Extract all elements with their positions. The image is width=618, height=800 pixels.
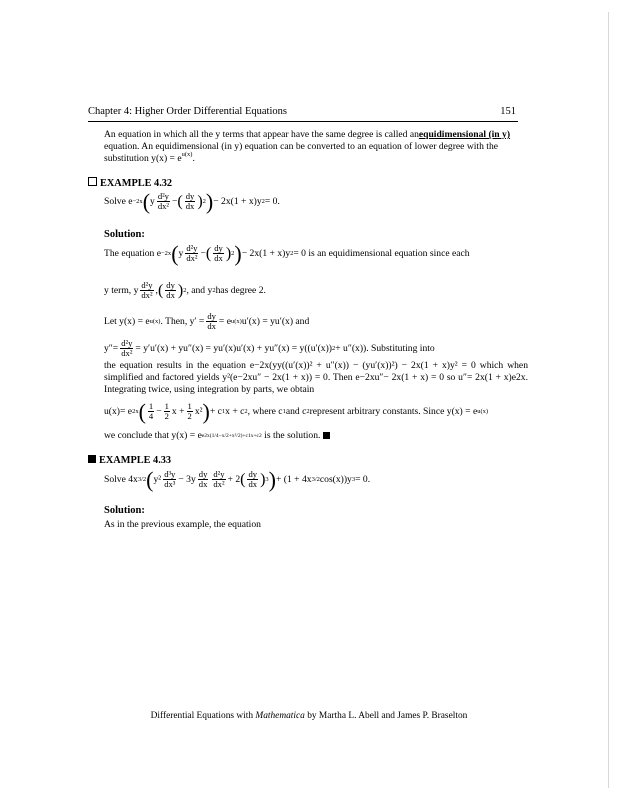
- chapter-title: Chapter 4: Higher Order Differential Equations: [88, 106, 287, 117]
- u-solution-line: u(x)= e 2x ( $\frac{1}{4}$ − $\frac{1}{2}$ x + $\frac{1}{2}$ x² ) + c 1 x + c 2 , where c 1 and c 2 represent arbitrary constants. Since y(x) = e u(x): [104, 398, 489, 424]
- footer-text: Differential Equations with: [150, 711, 256, 721]
- running-header: [88, 106, 516, 117]
- page-edge-line: [608, 12, 609, 788]
- solution-heading-433: Solution:: [104, 505, 145, 516]
- solution-line-1: The equation e −2x ( y $\frac{\text{d²y}}{\text{dx²}}$ − ( $\frac{dy}{dx}$ ) 2 ) − 2x(1 + x)y 2 = 0 is an equidimensional equation since each: [104, 240, 470, 266]
- example-box-icon: [88, 177, 97, 186]
- fraction: $\frac{dy}{dx}$: [248, 469, 258, 489]
- solution-line-3: Let y(x) = e u(x) . Then, y′ = $\frac{dy}{dx}$ = e u(x) u′(x) = yu′(x) and: [104, 311, 310, 331]
- text: . Then, y′ =: [160, 316, 205, 327]
- text: = e: [218, 316, 231, 327]
- example-433-heading: [88, 455, 171, 466]
- defined-term: equidimensional (in y): [418, 129, 511, 140]
- fraction: $\frac{1}{2}$: [164, 401, 169, 421]
- text: and c: [285, 406, 307, 417]
- solve-text: Solve e: [104, 196, 133, 207]
- text: cos(x))y: [319, 474, 352, 485]
- example-433-label: EXAMPLE 4.33: [99, 455, 172, 466]
- text: + (1 + 4x: [275, 474, 312, 485]
- text: is the solution.: [264, 430, 321, 441]
- qed-icon: [323, 432, 330, 439]
- text: − 2x(1 + x)y: [241, 248, 291, 259]
- fraction: $\frac{dy}{dx}$: [185, 191, 195, 211]
- solution-paragraph: the equation results in the equation e−2x(yy((u′(x))² + u″(x)) − (yu′(x))²) − 2x(1 + x)y² = 0 which when simplified and factored yields y²(e−2xu″ − 2x(1 + x)) = 0. Then e−2xu″− 2x(1 + x) = 0 so u″= 2x(1 + x)e2x. Integrating twice, using integration by parts, we obtain: [104, 360, 528, 395]
- page-number: 151: [500, 106, 516, 117]
- conclusion-line: we conclude that y(x) = e e2x(1/4−x/2+x²/2)+c1x+c2 is the solution.: [104, 430, 330, 441]
- text: , where c: [247, 406, 283, 417]
- text: u(x)= e: [104, 406, 133, 417]
- solution-heading: Solution:: [104, 229, 145, 240]
- text: = 0.: [355, 474, 371, 485]
- example-432-heading: [88, 177, 172, 189]
- text: u′(x) = yu′(x) and: [241, 316, 310, 327]
- fraction: $\frac{dy}{dx}$: [198, 469, 208, 489]
- text: y″=: [104, 343, 119, 354]
- fraction: $\frac{\text{d²y}}{\text{dx²}}$: [121, 338, 133, 358]
- page-footer: [0, 711, 618, 721]
- example-433-equation: Solve 4x 3/2 ( y² $\frac{\text{d³y}}{\text{dx³}}$ − 3y $\frac{dy}{dx}$ $\frac{\text{d²y}}{\text{dx²}}$ + 2 ( $\frac{dy}{dx}$ ) 3 ) + (1 + 4x 3/2 cos(x))y 3 = 0.: [104, 466, 371, 492]
- text: has degree 2.: [215, 285, 266, 296]
- fraction: $\frac{\text{d²y}}{\text{dx²}}$: [213, 469, 225, 489]
- text: Solve 4x: [104, 474, 138, 485]
- text: y term, y: [104, 285, 139, 296]
- text: + c: [209, 406, 222, 417]
- header-rule: [88, 121, 518, 122]
- intro-text-2: equation. An equidimensional (in y) equation can be converted to an equation of lower degree with the substitution y(x) = e: [104, 140, 499, 164]
- example-432-equation: Solve e −2x ( y $\frac{\text{d²y}}{\text{dx²}}$ − ( $\frac{dy}{dx}$ ) 2 ) − 2x(1 + x)y 2 = 0.: [104, 188, 280, 214]
- fraction: $\frac{\text{d²y}}{\text{dx²}}$: [141, 280, 153, 300]
- text: + u″(x)). Substituting into: [335, 343, 435, 354]
- fraction: $\frac{dy}{dx}$: [166, 280, 175, 300]
- example-box-filled-icon: [88, 455, 96, 463]
- text: represent arbitrary constants. Since y(x) = e: [309, 406, 478, 417]
- example-432-label: EXAMPLE 4.32: [100, 178, 173, 189]
- fraction: $\frac{dy}{dx}$: [207, 311, 216, 331]
- footer-italic: Mathematica: [255, 711, 305, 721]
- text: we conclude that y(x) = e: [104, 430, 202, 441]
- text: Let y(x) = e: [104, 316, 150, 327]
- intro-paragraph: [104, 129, 534, 164]
- eq-end: = 0.: [264, 196, 280, 207]
- fraction: $\frac{dy}{dx}$: [214, 243, 223, 263]
- fraction: $\frac{\text{d³y}}{\text{dx³}}$: [164, 469, 176, 489]
- footer-text-2: by Martha L. Abell and James P. Braselton: [304, 711, 468, 721]
- text: + 2: [227, 474, 241, 485]
- fraction: $\frac{1}{4}$: [148, 401, 154, 421]
- intro-exp: u(x): [181, 150, 193, 158]
- text: = 0 is an equidimensional equation since each: [293, 248, 470, 259]
- solution-line-4: y″= $\frac{\text{d²y}}{\text{dx²}}$ = y′u′(x) + yu″(x) = yu′(x)u′(x) + yu″(x) = y((u′(x)) 2 + u″(x)). Substituting into: [104, 338, 435, 358]
- intro-end: .: [192, 152, 195, 164]
- fraction: $\frac{\text{d²y}}{\text{dx²}}$: [157, 191, 169, 211]
- eq-rest: − 2x(1 + x)y: [213, 196, 262, 207]
- intro-text: An equation in which all the y terms that appear have the same degree is called an: [104, 129, 419, 140]
- solution-line-2: y term, y $\frac{\text{d²y}}{\text{dx²}}$ , ( $\frac{dy}{dx}$ ) 2 , and y 2 has degree 2.: [104, 280, 266, 300]
- text: x + c: [225, 406, 245, 417]
- solution-433-text: As in the previous example, the equation: [104, 519, 261, 530]
- text: The equation e: [104, 248, 162, 259]
- text: = y′u′(x) + yu″(x) = yu′(x)u′(x) + yu″(x) = y((u′(x)): [135, 343, 332, 354]
- fraction: $\frac{\text{d²y}}{\text{dx²}}$: [186, 243, 198, 263]
- fraction: $\frac{1}{2}$: [187, 401, 192, 421]
- text: − 3y: [178, 474, 196, 485]
- text: , and y: [186, 285, 213, 296]
